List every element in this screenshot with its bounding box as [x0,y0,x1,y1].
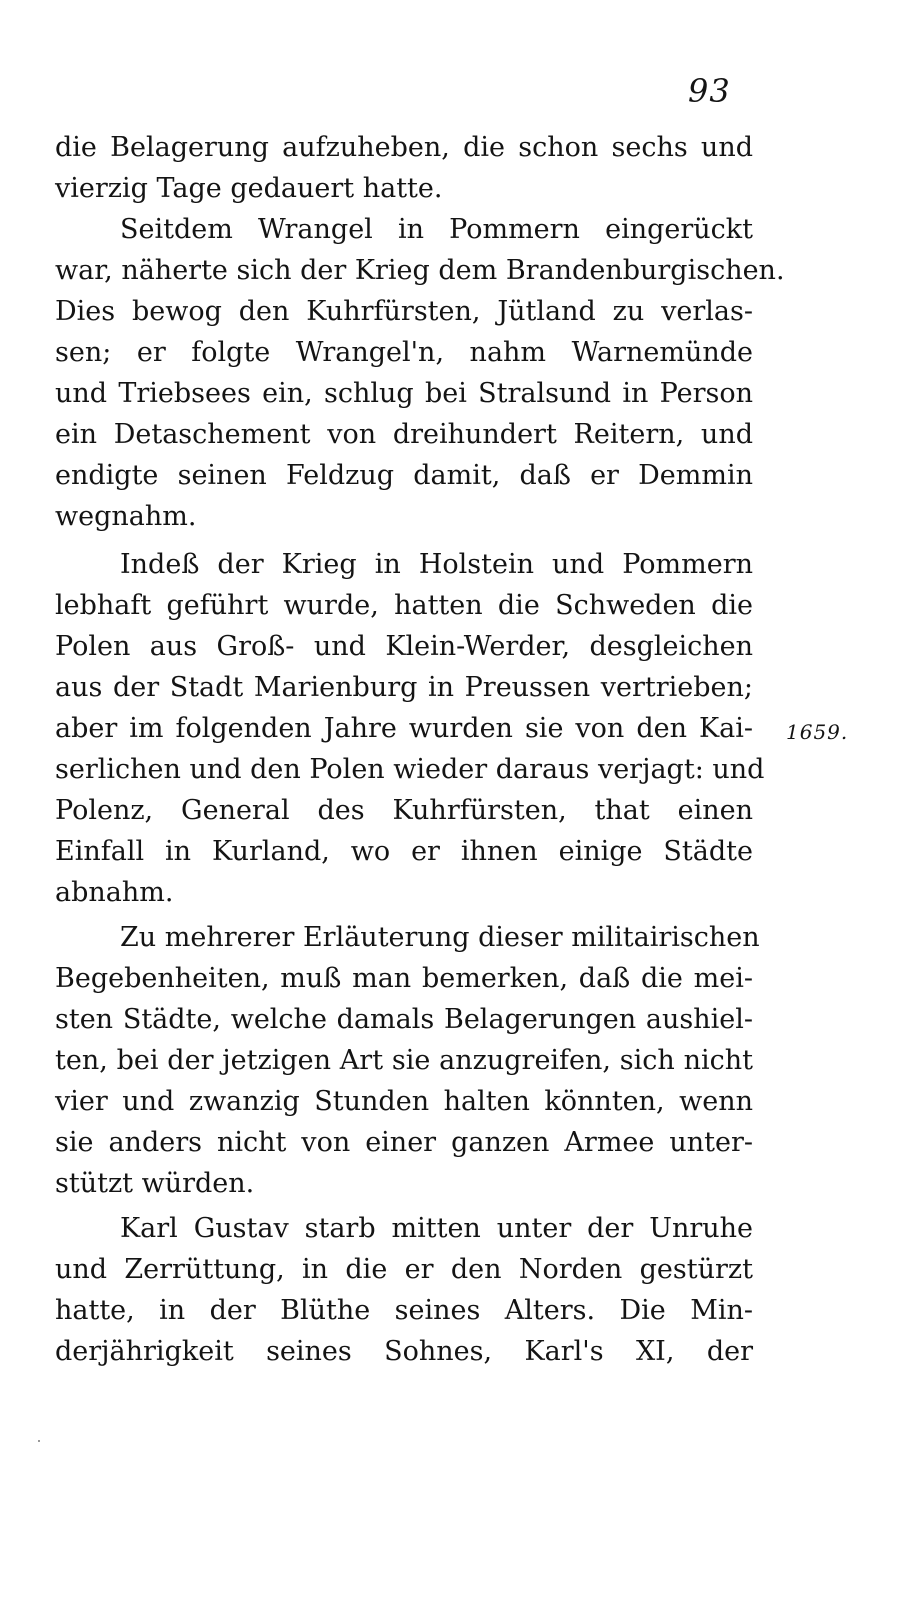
text-line: Indeß der Krieg in Holstein und Pommern [120,549,753,580]
text-line: war, näherte sich der Krieg dem Brandenburgischen. [55,255,785,286]
text-line: derjährigkeit seines Sohnes, Karl's XI, der [55,1336,753,1367]
text-line: die Belagerung aufzuheben, die schon sechs und [55,132,753,163]
text-line: Zu mehrerer Erläuterung dieser militairischen [120,922,760,953]
text-line: Polenz, General des Kuhrfürsten, that einen [55,795,753,826]
text-line: hatte, in der Blüthe seines Alters. Die Min- [55,1295,753,1326]
text-line: Begebenheiten, muß man bemerken, daß die mei- [55,963,753,994]
text-line: serlichen und den Polen wieder daraus verjagt: und [55,754,765,785]
text-line: sen; er folgte Wrangel'n, nahm Warnemünde [55,337,753,368]
stray-ink-mark [38,1440,40,1442]
text-line: und Zerrüttung, in die er den Norden gestürzt [55,1254,753,1285]
text-line: wegnahm. [55,501,197,532]
text-line: vierzig Tage gedauert hatte. [55,173,443,204]
text-line: aber im folgenden Jahre wurden sie von den Kai- [55,713,753,744]
text-line: Dies bewog den Kuhrfürsten, Jütland zu verlas- [55,296,753,327]
text-line: ein Detaschement von dreihundert Reitern, und [55,419,753,450]
text-line: Einfall in Kurland, wo er ihnen einige Städte [55,836,753,867]
text-line: sten Städte, welche damals Belagerungen aushiel- [55,1004,753,1035]
text-line: ten, bei der jetzigen Art sie anzugreifen, sich nicht [55,1045,753,1076]
text-line: aus der Stadt Marienburg in Preussen vertrieben; [55,672,753,703]
text-line: Polen aus Groß- und Klein-Werder, desgleichen [55,631,753,662]
text-line: abnahm. [55,877,174,908]
text-line: Seitdem Wrangel in Pommern eingerückt [120,214,753,245]
text-line: sie anders nicht von einer ganzen Armee unter- [55,1127,753,1158]
text-line: vier und zwanzig Stunden halten könnten, wenn [55,1086,753,1117]
margin-note-year: 1659. [786,720,849,744]
text-line: und Triebsees ein, schlug bei Stralsund in Person [55,378,753,409]
text-line: Karl Gustav starb mitten unter der Unruhe [120,1213,753,1244]
text-line: endigte seinen Feldzug damit, daß er Demmin [55,460,753,491]
text-line: stützt würden. [55,1168,255,1199]
page-number: 93 [688,72,731,110]
text-line: lebhaft geführt wurde, hatten die Schweden die [55,590,753,621]
